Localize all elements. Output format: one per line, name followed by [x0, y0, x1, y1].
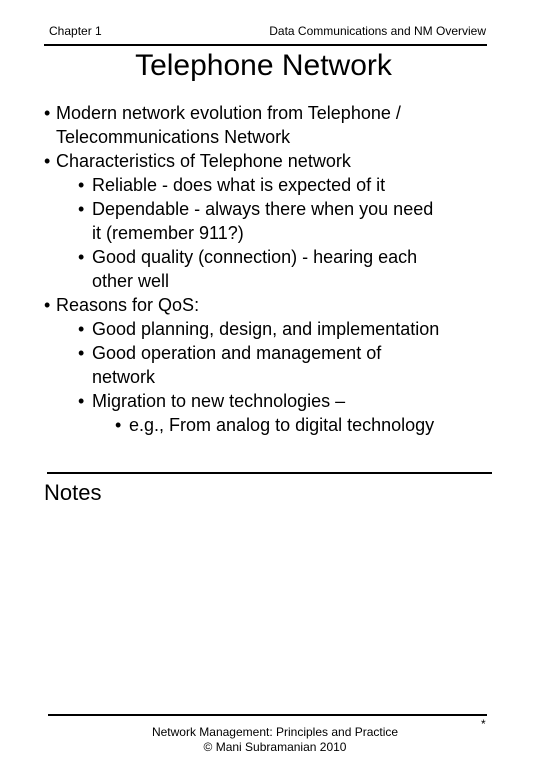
- bullet-marker-icon: •: [78, 175, 85, 195]
- bullet-marker-icon: •: [78, 199, 85, 219]
- notes-heading: Notes: [44, 480, 102, 505]
- bullet-marker-icon: •: [78, 391, 85, 411]
- bullet-text: other well: [92, 271, 170, 291]
- footer-copyright: © Mani Subramanian 2010: [203, 740, 347, 754]
- notes-divider: [47, 472, 492, 474]
- bullet-marker-icon: •: [115, 415, 122, 435]
- bullet-item: [0, 341, 540, 389]
- bullet-marker-icon: •: [44, 151, 51, 171]
- bullet-text: Dependable - always there when you need: [92, 199, 434, 219]
- bullet-marker-icon: •: [44, 103, 51, 123]
- bullet-list: [0, 101, 540, 437]
- footer-divider: [48, 714, 487, 716]
- footer-credit: [140, 725, 410, 755]
- footer-mark: *: [481, 717, 486, 731]
- bullet-text: Telecommunications Network: [56, 127, 291, 147]
- bullet-marker-icon: •: [44, 295, 51, 315]
- bullet-marker-icon: •: [78, 319, 85, 339]
- bullet-item: [0, 173, 540, 197]
- bullet-text: Good planning, design, and implementation: [92, 319, 440, 339]
- bullet-text: Good quality (connection) - hearing each: [92, 247, 418, 267]
- bullet-text: Characteristics of Telephone network: [56, 151, 351, 171]
- bullet-item: [0, 293, 540, 317]
- bullet-item: [0, 197, 540, 245]
- bullet-text: Migration to new technologies –: [92, 391, 346, 411]
- bullet-marker-icon: •: [78, 247, 85, 267]
- bullet-item: [0, 413, 540, 437]
- bullet-item: [0, 245, 540, 293]
- course-title: Data Communications and NM Overview: [269, 24, 486, 38]
- bullet-item: [0, 317, 540, 341]
- bullet-item: [0, 389, 540, 413]
- bullet-item: [0, 101, 540, 149]
- bullet-text: Good operation and management of: [92, 343, 382, 363]
- slide-title: Telephone Network: [135, 49, 392, 82]
- footer-book-title: Network Management: Principles and Practice: [151, 725, 399, 739]
- chapter-label: Chapter 1: [49, 24, 102, 38]
- bullet-text: it (remember 911?): [92, 223, 244, 243]
- bullet-text: Reasons for QoS:: [56, 295, 200, 315]
- bullet-text: Modern network evolution from Telephone /: [56, 103, 401, 123]
- bullet-item: [0, 149, 540, 173]
- bullet-marker-icon: •: [78, 343, 85, 363]
- bullet-text: Reliable - does what is expected of it: [92, 175, 386, 195]
- bullet-text: network: [92, 367, 156, 387]
- header-divider: [44, 44, 487, 46]
- bullet-text: e.g., From analog to digital technology: [129, 415, 435, 435]
